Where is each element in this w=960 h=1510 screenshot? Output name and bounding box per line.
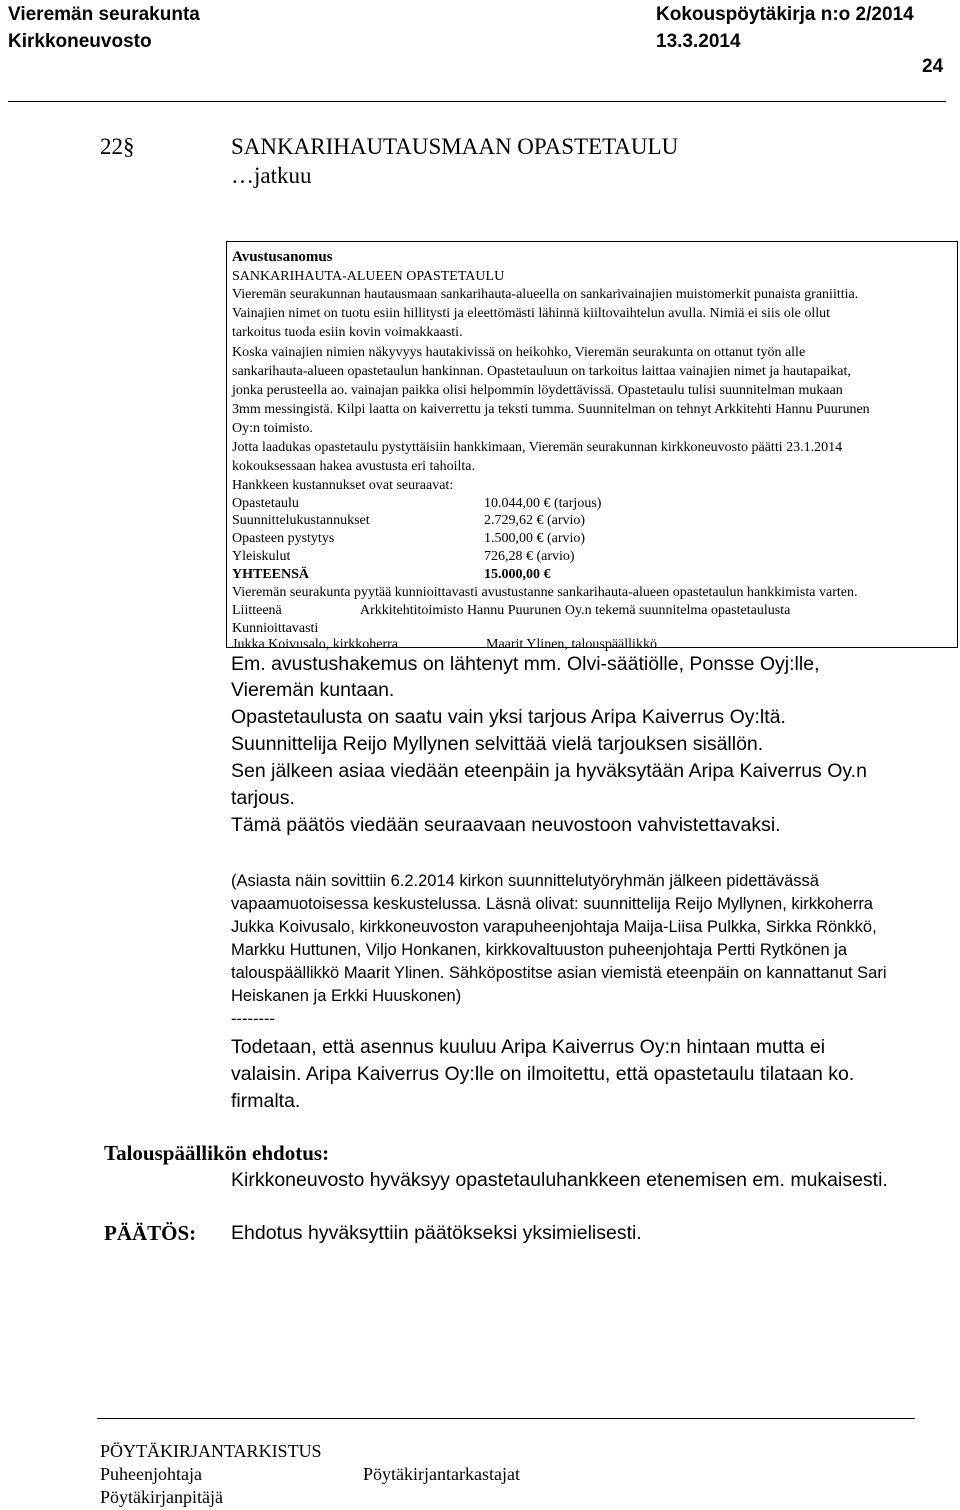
application-box	[226, 241, 958, 652]
note-line: Suunnittelija Reijo Myllynen selvittää vielä tarjouksen sisällön.	[231, 733, 764, 755]
note-line: Sen jälkeen asiaa viedään eteenpäin ja hyväksytään Aripa Kaiverrus Oy.n	[231, 760, 867, 782]
footer-rule	[97, 1418, 915, 1419]
cost-item: Opasteen pystytys	[232, 531, 335, 546]
discussion-line: Heiskanen ja Erkki Huuskonen)	[231, 987, 462, 1005]
footer-title: PÖYTÄKIRJANTARKISTUS	[100, 1441, 322, 1461]
discussion-line: (Asiasta näin sovittiin 6.2.2014 kirkon suunnittelutyöryhmän jälkeen pidettävässä	[231, 872, 819, 890]
body-name: Kirkkoneuvosto	[8, 31, 152, 52]
section-number: 22§	[100, 134, 135, 159]
application-line: Jotta laadukas opastetaulu pystyttäisiin hankkimaan, Vieremän seurakunnan kirkkoneuvosto päätti 23.1.2014	[232, 440, 843, 455]
decision-label: PÄÄTÖS:	[104, 1221, 197, 1245]
document-title: Kokouspöytäkirja n:o 2/2014	[656, 4, 914, 25]
org-name: Vieremän seurakunta	[8, 4, 200, 25]
note-line: tarjous.	[231, 787, 295, 809]
application-line: kokouksessaan hakea avustusta eri tahoilta.	[232, 459, 475, 474]
discussion-line: Markku Huttunen, Viljo Honkanen, kirkkovaltuuston puheenjohtaja Pertti Rytkönen ja	[231, 941, 848, 959]
note-line: Opastetaulusta on saatu vain yksi tarjous Aripa Kaiverrus Oy:ltä.	[231, 706, 786, 728]
proposal-label: Talouspäällikön ehdotus:	[104, 1141, 330, 1165]
application-line: Hankkeen kustannukset ovat seuraavat:	[232, 478, 454, 493]
application-line: 3mm messingistä. Kilpi laatta on kaiverrettu ja teksti tumma. Suunnitelman on tehnyt Arkkitehti Hannu Puurunen	[232, 402, 870, 417]
cost-item: Opastetaulu	[232, 496, 299, 511]
footer-chair: Puheenjohtaja	[100, 1464, 202, 1484]
header-rule	[8, 101, 946, 102]
cost-amount: 2.729,62 € (arvio)	[484, 513, 586, 528]
separator: --------	[231, 1010, 275, 1028]
signer-1: Jukka Koivusalo, kirkkoherra	[232, 637, 399, 652]
proposal-text: Kirkkoneuvosto hyväksyy opastetauluhankkeen etenemisen em. mukaisesti.	[231, 1169, 888, 1191]
application-line: tarkoitus tuoda esiin kovin voimakkaasti.	[232, 325, 463, 340]
application-subheading: SANKARIHAUTA-ALUEEN OPASTETAULU	[232, 269, 505, 284]
application-line: jonka perusteella ao. vainajan paikka olisi helpommin löydettävissä. Opastetaulu tulisi suunnitelman mukaan	[232, 383, 843, 398]
note-line: Tämä päätös viedään seuraavaan neuvostoon vahvistettavaksi.	[231, 814, 781, 836]
discussion-line: vapaamuotoisessa keskustelussa. Läsnä olivat: suunnittelija Reijo Myllynen, kirkkoherra	[231, 895, 873, 913]
note-line: Em. avustushakemus on lähtenyt mm. Olvi-säätiölle, Ponsse Oyj:lle,	[231, 653, 820, 675]
cost-amount: 726,28 € (arvio)	[484, 549, 575, 564]
statement-line: valaisin. Aripa Kaiverrus Oy:lle on ilmoitettu, että opastetaulu tilataan ko.	[231, 1063, 855, 1085]
page-number: 24	[922, 56, 944, 77]
application-heading: Avustusanomus	[232, 249, 333, 265]
application-line: sankarihauta-alueen opastetaulun hankinnan. Opastetauluun on tarkoitus laittaa vainajien nimet ja hautapaikat,	[232, 364, 851, 379]
discussion-line: talouspäällikkö Maarit Ylinen. Sähköpostitse asian viemistä eteenpäin on kannattanut Sari	[231, 964, 887, 982]
statement-line: firmalta.	[231, 1090, 301, 1112]
closing: Kunnioittavasti	[232, 621, 319, 636]
signer-2: Maarit Ylinen, talouspäällikkö	[486, 637, 657, 652]
attachment-label: Liitteenä	[232, 603, 282, 618]
section-continued: …jatkuu	[231, 163, 312, 188]
section-title: SANKARIHAUTAUSMAAN OPASTETAULU	[231, 134, 679, 159]
cost-amount: 1.500,00 € (arvio)	[484, 531, 586, 546]
statement-line: Todetaan, että asennus kuuluu Aripa Kaiverrus Oy:n hintaan mutta ei	[231, 1036, 826, 1058]
cost-total-amount: 15.000,00 €	[484, 567, 551, 582]
meeting-date: 13.3.2014	[656, 31, 741, 52]
application-line: Vieremän seurakunnan hautausmaan sankarihauta-alueella on sankarivainajien muistomerkit punaista graniittia.	[232, 287, 859, 302]
footer-secretary: Pöytäkirjanpitäjä	[100, 1487, 223, 1507]
application-line: Oy:n toimisto.	[232, 421, 313, 436]
cost-amount: 10.044,00 € (tarjous)	[484, 496, 602, 511]
cost-item: Yleiskulut	[232, 549, 291, 564]
application-request: Vieremän seurakunta pyytää kunnioittavasti avustustanne sankarihauta-alueen opastetaulun hankkimista varten.	[232, 585, 858, 600]
decision-text: Ehdotus hyväksyttiin päätökseksi yksimielisesti.	[231, 1222, 642, 1244]
application-line: Koska vainajien nimien näkyvyys hautakivissä on heikohko, Vieremän seurakunta on ottanut työn alle	[232, 345, 806, 360]
attachment-text: Arkkitehtitoimisto Hannu Puurunen Oy.n tekemä suunnitelma opastetaulusta	[360, 603, 791, 618]
application-line: Vainajien nimet on tuotu esiin hillitysti ja eleettömästi lähinnä kiiltovaihtelun avulla. Nimiä ei siis ole ollut	[232, 306, 831, 321]
footer-checkers: Pöytäkirjantarkastajat	[363, 1464, 520, 1484]
cost-item: Suunnittelukustannukset	[232, 513, 370, 528]
cost-total-label: YHTEENSÄ	[232, 567, 310, 582]
discussion-line: Jukka Koivusalo, kirkkoneuvoston varapuheenjohtaja Maija-Liisa Pulkka, Sirkka Rönkkö,	[231, 918, 877, 936]
section-symbol: §	[123, 134, 135, 159]
note-line: Vieremän kuntaan.	[231, 679, 395, 701]
